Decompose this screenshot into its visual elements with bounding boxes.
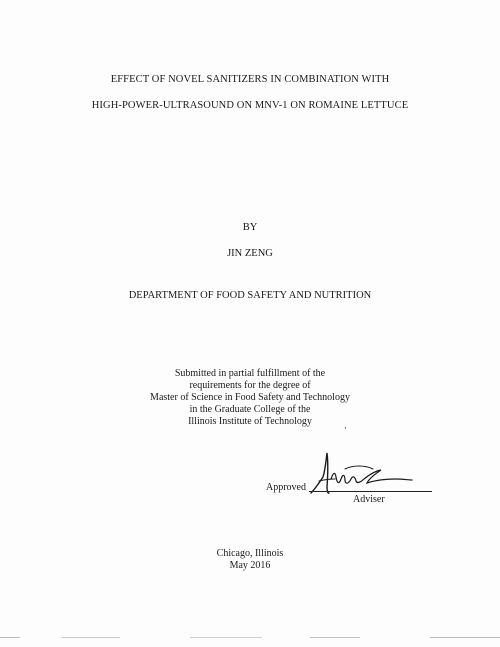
submission-date: May 2016 xyxy=(229,560,271,571)
adviser-label: Adviser xyxy=(353,494,385,505)
location: Chicago, Illinois xyxy=(216,548,284,559)
submission-statement-line-1: Submitted in partial fulfillment of the xyxy=(174,368,326,379)
thesis-title-line-2: HIGH-POWER-ULTRASOUND ON MNV-1 ON ROMAINE LETTUCE xyxy=(91,100,409,111)
scan-mark: ‚ xyxy=(344,421,347,430)
signature-line xyxy=(309,491,432,492)
department-name: DEPARTMENT OF FOOD SAFETY AND NUTRITION xyxy=(128,290,372,301)
submission-statement-line-2: requirements for the degree of xyxy=(189,380,311,391)
thesis-title-line-1: EFFECT OF NOVEL SANITIZERS IN COMBINATION WITH xyxy=(110,74,390,85)
submission-statement-line-3: Master of Science in Food Safety and Technology xyxy=(150,392,350,403)
submission-statement-line-4: in the Graduate College of the xyxy=(189,404,311,415)
scan-edge-artifact xyxy=(0,636,500,639)
approved-label: Approved xyxy=(266,482,306,493)
submission-statement-line-5: Illinois Institute of Technology xyxy=(188,416,312,427)
by-label: BY xyxy=(242,222,258,233)
author-name: JIN ZENG xyxy=(227,248,273,259)
